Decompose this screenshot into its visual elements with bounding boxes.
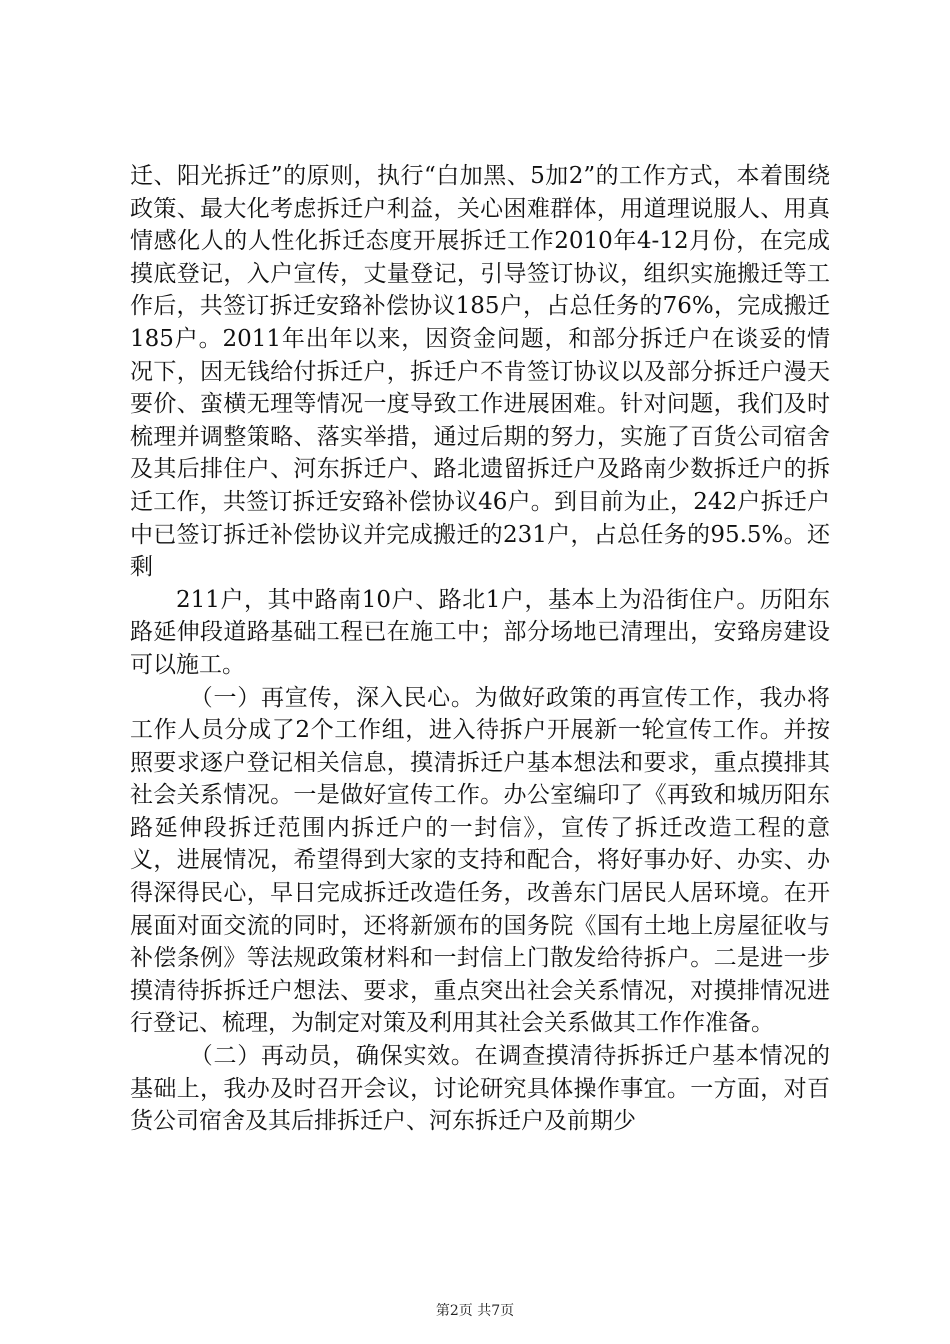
document-body	[130, 160, 830, 1138]
paragraph-section-one: （一）再宣传，深入民心。为做好政策的再宣传工作，我办将工作人员分成了2个工作组，进入待拆户开展新一轮宣传工作。并按照要求逐户登记相关信息，摸清拆迁户基本想法和要求，重点摸排其社会关系情况。一是做好宣传工作。办公室编印了《再致和城历阳东路延伸段拆迁范围内拆迁户的一封信》，宣传了拆迁改造工程的意义，进展情况，希望得到大家的支持和配合，将好事办好、办实、办得深得民心，早日完成拆迁改造任务，改善东门居民人居环境。在开展面对面交流的同时，还将新颁布的国务院《国有土地上房屋征收与补偿条例》等法规政策材料和一封信上门散发给待拆户。二是进一步摸清待拆拆迁户想法、要求，重点突出社会关系情况，对摸排情况进行登记、梳理，为制定对策及利用其社会关系做其工作作准备。	[130, 684, 830, 1037]
page-number-footer: 第2页 共7页	[435, 1303, 515, 1319]
paragraph-continued: 迁、阳光拆迁”的原则，执行“白加黑、5加2”的工作方式，本着围绕政策、最大化考虑拆迁户利益，关心困难群体，用道理说服人、用真情感化人的人性化拆迁态度开展拆迁工作2010年4-12月份，在完成摸底登记，入户宣传，丈量登记，引导签订协议，组织实施搬迁等工作后，共签订拆迁安臵补偿协议185户，占总任务的76%，完成搬迁185户。2011年出年以来，因资金问题，和部分拆迁户在谈妥的情况下，因无钱给付拆迁户，拆迁户不肯签订协议以及部分拆迁户漫天要价、蛮横无理等情况一度导致工作进展困难。针对问题，我们及时梳理并调整策略、落实举措，通过后期的努力，实施了百货公司宿舍及其后排住户、河东拆迁户、路北遗留拆迁户及路南少数拆迁户的拆迁工作，共签订拆迁安臵补偿协议46户。到目前为止，242户拆迁户中已签订拆迁补偿协议并完成搬迁的231户，占总任务的95.5%。还剩	[130, 163, 830, 581]
paragraph-section-two: （二）再动员，确保实效。在调查摸清待拆拆迁户基本情况的基础上，我办及时召开会议，讨论研究具体操作事宜。一方面，对百货公司宿舍及其后排拆迁户、河东拆迁户及前期少	[130, 1043, 830, 1135]
paragraph-remaining-households: 211户，其中路南10户、路北1户，基本上为沿街住户。历阳东路延伸段道路基础工程已在施工中；部分场地已清理出，安臵房建设可以施工。	[130, 586, 830, 678]
